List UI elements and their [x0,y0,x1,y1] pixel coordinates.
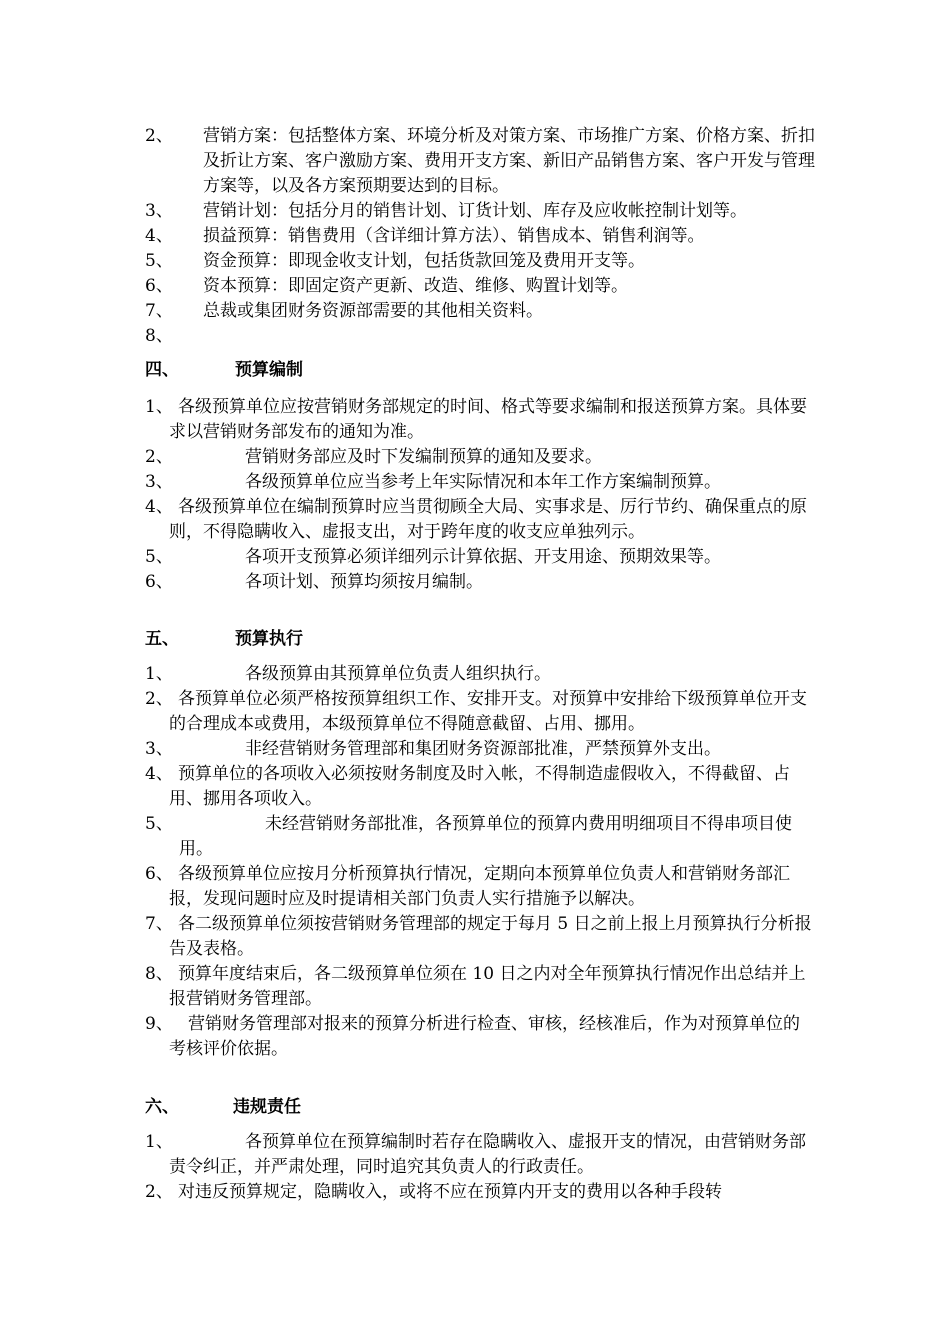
section-title: 预算执行 [235,629,303,649]
item-number: 5、 [145,814,173,834]
item-text: 非经营销财务管理部和集团财务资源部批准，严禁预算外支出。 [245,739,721,759]
list-item [145,962,815,1012]
item-number: 3、 [145,201,173,221]
item-number: 5、 [145,251,173,271]
item-text: 预算年度结束后，各二级预算单位须在 10 日之内对全年预算执行情况作出总结并上报营销财务管理部。 [169,964,806,1009]
item-number: 8、 [145,326,173,346]
list-item [145,762,815,812]
item-text: 各级预算单位应当参考上年实际情况和本年工作方案编制预算。 [245,472,721,492]
item-text: 营销计划：包括分月的销售计划、订货计划、库存及应收帐控制计划等。 [203,201,747,221]
item-text: 各预算单位在预算编制时若存在隐瞒收入、虚报开支的情况，由营销财务部责令纠正，并严肃处理，同时追究其负责人的行政责任。 [169,1132,806,1177]
item-text: 未经营销财务部批准，各预算单位的预算内费用明细项目不得串项目使用。 [179,814,792,859]
list-item [145,199,815,224]
item-text: 资本预算：即固定资产更新、改造、维修、购置计划等。 [203,276,628,296]
list-item [145,1130,815,1180]
item-text: 各级预算由其预算单位负责人组织执行。 [245,664,551,684]
list-item [145,1180,815,1205]
list-item [145,687,815,737]
item-number: 5、 [145,547,173,567]
item-number: 1、 [145,397,173,417]
item-number: 3、 [145,472,173,492]
section-title: 预算编制 [235,360,303,380]
list-item [145,249,815,274]
item-text: 对违反预算规定，隐瞒收入，或将不应在预算内开支的费用以各种手段转 [178,1182,722,1202]
item-number: 2、 [145,126,173,146]
item-text: 营销财务管理部对报来的预算分析进行检查、审核，经核准后，作为对预算单位的考核评价依据。 [169,1014,800,1059]
item-number: 2、 [145,1182,173,1202]
list-item [145,737,815,762]
item-number: 4、 [145,497,173,517]
item-text: 各二级预算单位须按营销财务管理部的规定于每月 5 日之前上报上月预算执行分析报告及表格。 [169,914,812,959]
item-text: 各项开支预算必须详细列示计算依据、开支用途、预期效果等。 [245,547,721,567]
item-text: 各预算单位必须严格按预算组织工作、安排开支。对预算中安排给下级预算单位开支的合理成本或费用，本级预算单位不得随意截留、占用、挪用。 [169,689,807,734]
item-number: 1、 [145,664,173,684]
item-number: 1、 [145,1132,173,1152]
item-text: 总裁或集团财务资源部需要的其他相关资料。 [203,301,543,321]
list-item [145,299,815,324]
item-number: 6、 [145,276,173,296]
list-item [145,124,815,199]
list-item [145,912,815,962]
item-number: 7、 [145,914,173,934]
list-item [145,224,815,249]
section-title: 违规责任 [233,1097,301,1117]
list-item [145,470,815,495]
list-item [145,812,815,862]
item-text: 各级预算单位应按营销财务部规定的时间、格式等要求编制和报送预算方案。具体要求以营销财务部发布的通知为准。 [169,397,807,442]
item-number: 8、 [145,964,173,984]
list-item [145,445,815,470]
item-text: 损益预算：销售费用（含详细计算方法）、销售成本、销售利润等。 [203,226,705,246]
item-text: 资金预算：即现金收支计划，包括货款回笼及费用开支等。 [203,251,645,271]
item-number: 4、 [145,226,173,246]
list-item [145,495,815,545]
list-item [145,395,815,445]
item-number: 2、 [145,447,173,467]
list-item [145,862,815,912]
list-item [145,570,815,595]
section-number: 四、 [145,360,179,380]
section-number: 六、 [145,1097,179,1117]
list-item [145,1012,815,1062]
list-item [145,662,815,687]
item-number: 2、 [145,689,173,709]
item-number: 6、 [145,572,173,592]
list-item [145,274,815,299]
section-number: 五、 [145,629,179,649]
list-item [145,545,815,570]
item-number: 6、 [145,864,173,884]
item-number: 9、 [145,1014,173,1034]
item-text: 营销财务部应及时下发编制预算的通知及要求。 [245,447,602,467]
item-number: 4、 [145,764,173,784]
item-text: 预算单位的各项收入必须按财务制度及时入帐，不得制造虚假收入，不得截留、占用、挪用各项收入。 [169,764,790,809]
item-text: 各级预算单位在编制预算时应当贯彻顾全大局、实事求是、厉行节约、确保重点的原则，不得隐瞒收入、虚报支出，对于跨年度的收支应单独列示。 [169,497,807,542]
item-text: 各项计划、预算均须按月编制。 [245,572,483,592]
item-text: 营销方案：包括整体方案、环境分析及对策方案、市场推广方案、价格方案、折扣及折让方案、客户激励方案、费用开支方案、新旧产品销售方案、客户开发与管理方案等，以及各方案预期要达到的目标。 [203,126,815,196]
item-number: 3、 [145,739,173,759]
item-number: 7、 [145,301,173,321]
item-text: 各级预算单位应按月分析预算执行情况，定期向本预算单位负责人和营销财务部汇报，发现问题时应及时提请相关部门负责人实行措施予以解决。 [169,864,790,909]
